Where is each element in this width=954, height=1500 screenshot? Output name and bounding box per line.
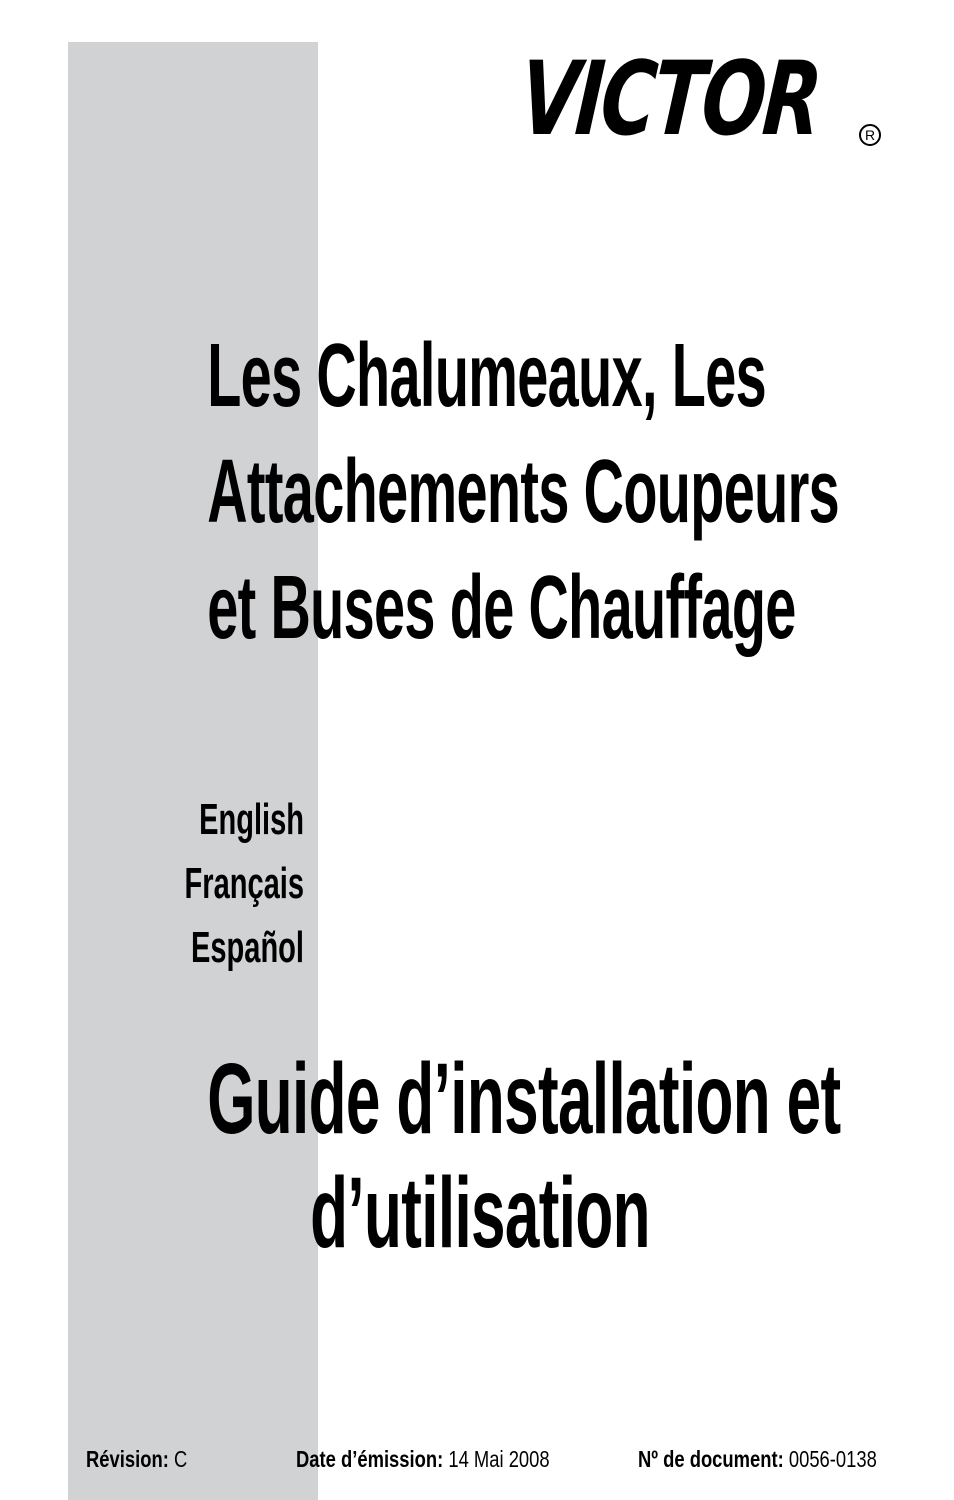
guide-title-line-2: d’utilisation (310, 1157, 650, 1269)
revision-value: C (173, 1446, 188, 1472)
victor-logo (516, 40, 895, 159)
language-list (100, 788, 304, 980)
document-number-label: Nº de document: (638, 1446, 784, 1472)
main-title-line-2: Attachements Coupeurs (207, 442, 840, 542)
revision-label: Révision: (86, 1446, 169, 1472)
logo-wordmark: VICTOR (516, 40, 824, 159)
language-francais: Français (184, 859, 304, 908)
revision-info (86, 1444, 213, 1474)
document-number-value: 0056-0138 (788, 1446, 877, 1472)
gray-side-band (68, 42, 318, 1500)
main-title-line-1: Les Chalumeaux, Les (207, 326, 767, 426)
document-number-info (638, 1444, 937, 1474)
main-title-line-3: et Buses de Chauffage (207, 558, 796, 658)
guide-title-line-1: Guide d’installation et (207, 1043, 841, 1155)
language-espanol: Español (191, 923, 304, 972)
main-title (40, 318, 920, 666)
issue-date-info (296, 1444, 613, 1474)
issue-date-value: 14 Mai 2008 (448, 1446, 550, 1472)
language-english: English (199, 795, 304, 844)
guide-title (40, 1042, 920, 1270)
registered-mark-icon: R (859, 124, 881, 146)
issue-date-label: Date d’émission: (296, 1446, 444, 1472)
